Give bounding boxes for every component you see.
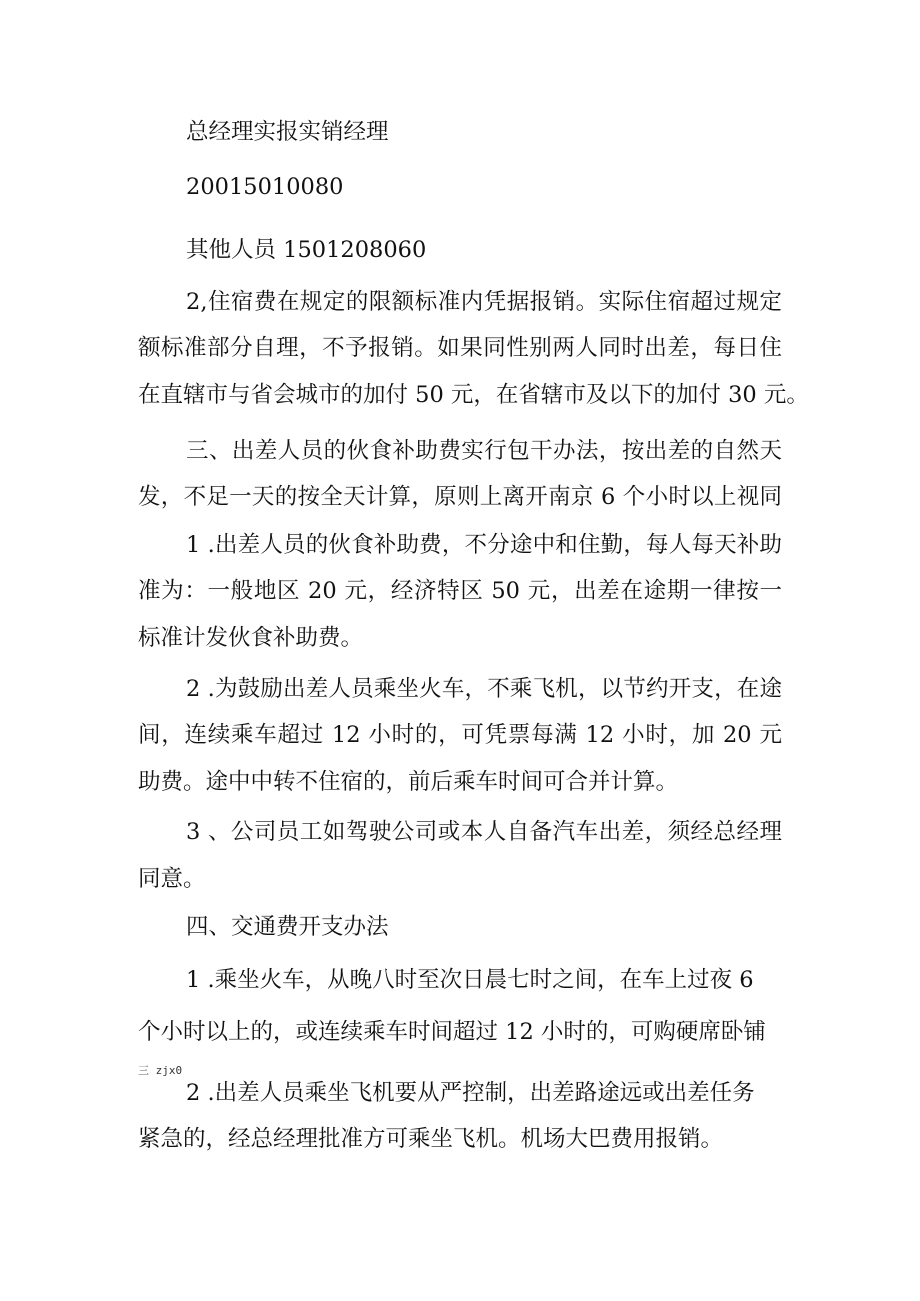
text-line-3: 其他人员 1501208060 bbox=[186, 237, 427, 263]
text-line-17: 四、交通费开支办法 bbox=[186, 914, 389, 940]
text-line-14: 助费。途中中转不住宿的，前后乘车时间可合并计算。 bbox=[138, 769, 679, 795]
text-line-15: 3 、公司员工如驾驶公司或本人自备汽车出差，须经总经理 bbox=[186, 819, 782, 845]
text-line-18: 1 .乘坐火车，从晚八时至次日晨七时之间，在车上过夜 6 bbox=[186, 967, 754, 993]
margin-note: 三 zjx0 bbox=[138, 1064, 183, 1077]
text-line-5: 额标准部分自理，不予报销。如果同性别两人同时出差，每日住 bbox=[138, 335, 782, 361]
text-line-2: 20015010080 bbox=[186, 174, 344, 200]
text-line-19: 个小时以上的，或连续乘车时间超过 12 小时的，可购硬席卧铺 bbox=[138, 1019, 766, 1045]
text-line-6: 在直辖市与省会城市的加付 50 元，在省辖市及以下的加付 30 元。 bbox=[138, 382, 809, 408]
text-line-7: 三、出差人员的伙食补助费实行包干办法，按出差的自然天 bbox=[186, 438, 782, 464]
text-line-1: 总经理实报实销经理 bbox=[186, 119, 389, 145]
text-line-21: 紧急的，经总经理批准方可乘坐飞机。机场大巴费用报销。 bbox=[138, 1126, 724, 1152]
text-line-20: 2 .出差人员乘坐飞机要从严控制，出差路途远或出差任务 bbox=[186, 1080, 755, 1106]
text-line-4: 2,住宿费在规定的限额标准内凭据报销。实际住宿超过规定 bbox=[186, 289, 782, 315]
text-line-8: 发，不足一天的按全天计算，原则上离开南京 6 个小时以上视同 bbox=[138, 484, 782, 510]
text-line-10: 准为：一般地区 20 元，经济特区 50 元，出差在途期一律按一 bbox=[138, 578, 782, 604]
text-line-9: 1 .出差人员的伙食补助费，不分途中和住勤，每人每天补助 bbox=[186, 532, 782, 558]
text-line-13: 间，连续乘车超过 12 小时的，可凭票每满 12 小时，加 20 元 bbox=[138, 722, 782, 748]
text-line-11: 标准计发伙食补助费。 bbox=[138, 625, 364, 651]
text-line-12: 2 .为鼓励出差人员乘坐火车，不乘飞机，以节约开支，在途 bbox=[186, 676, 782, 702]
text-line-16: 同意。 bbox=[138, 866, 206, 892]
